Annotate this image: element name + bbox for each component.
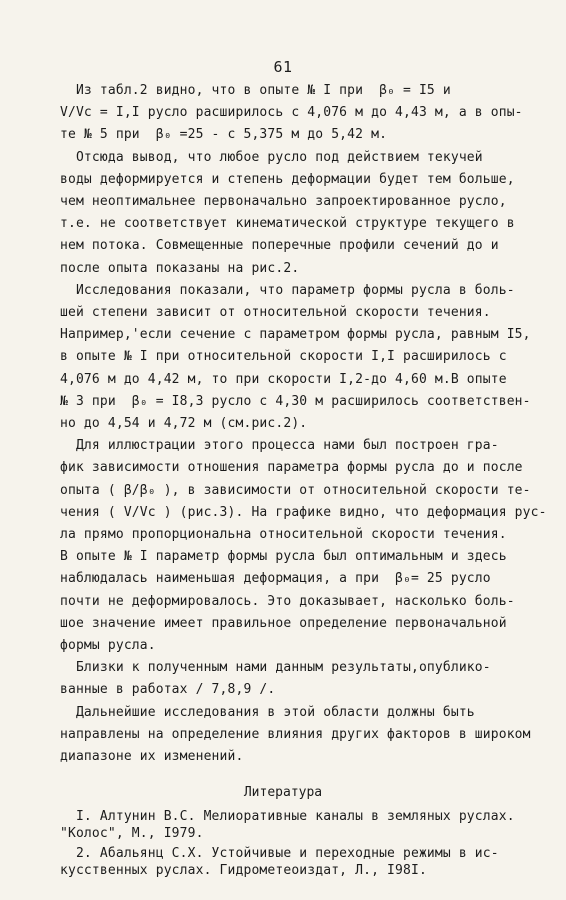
reference-item: I. Алтунин В.С. Мелиоративные каналы в земляных руслах.: [60, 809, 515, 825]
text-line: фик зависимости отношения параметра формы русла до и после: [60, 460, 523, 476]
text-line: ванные в работах / 7,8,9 /.: [60, 682, 276, 698]
text-line: наблюдалась наименьшая деформация, а при β₀= 25 русло: [60, 571, 491, 587]
reference-item: "Колос", М., I979.: [60, 826, 204, 842]
text-line: Дальнейшие исследования в этой области должны быть: [60, 704, 475, 720]
text-line: направлены на определение влияния других факторов в широком: [60, 726, 531, 742]
text-line: почти не деформировалось. Это доказывает, насколько боль-: [60, 593, 515, 609]
text-line: № 3 при β₀ = I8,3 русло с 4,30 м расширилось соответствен-: [60, 393, 531, 409]
reference-item: кусственных руслах. Гидрометеоиздат, Л., I98I.: [60, 863, 427, 879]
text-line: Для иллюстрации этого процесса нами был построен гра-: [60, 438, 499, 454]
text-line: те № 5 при β₀ =25 - с 5,375 м до 5,42 м.: [60, 127, 388, 143]
text-line: Близки к полученным нами данным результаты,опублико-: [60, 660, 491, 676]
page-number: 61: [273, 58, 293, 76]
reference-item: 2. Абальянц С.Х. Устойчивые и переходные режимы в ис-: [60, 846, 499, 862]
text-line: формы русла.: [60, 638, 156, 653]
text-line: но до 4,54 и 4,72 м (см.рис.2).: [60, 416, 308, 431]
text-line: после опыта показаны на рис.2.: [60, 260, 300, 276]
text-line: Отсюда вывод, что любое русло под действием текучей: [60, 149, 483, 165]
text-line: шей степени зависит от относительной скорости течения.: [60, 305, 491, 320]
text-line: ла прямо пропорциональна относительной скорости течения.: [60, 527, 507, 542]
text-line: воды деформируется и степень деформации будет тем больше,: [60, 171, 515, 187]
references-heading: Литература: [243, 785, 323, 801]
text-line: нем потока. Совмещенные поперечные профили сечений до и: [60, 238, 499, 254]
text-line: В опыте № I параметр формы русла был оптимальным и здесь: [60, 549, 507, 565]
text-line: Исследования показали, что параметр формы русла в боль-: [60, 282, 515, 298]
text-line: Из табл.2 видно, что в опыте № I при β₀ = I5 и: [60, 83, 451, 98]
text-line: диапазоне их изменений.: [60, 749, 244, 764]
text-line: 4,076 м до 4,42 м, то при скорости I,2-до 4,60 м.В опыте: [60, 371, 507, 387]
text-line: т.е. не соответствует кинематической структуре текущего в: [60, 216, 515, 232]
text-line: шое значение имеет правильное определение первоначальной: [60, 615, 507, 631]
text-line: чем неоптимальнее первоначально запроектированное русло,: [60, 194, 507, 209]
text-line: V/Vс = I,I русло расширилось с 4,076 м до 4,43 м, а в опы-: [60, 105, 523, 121]
text-line: опыта ( β/β₀ ), в зависимости от относительной скорости те-: [60, 482, 531, 498]
text-line: в опыте № I при относительной скорости I,I расширилось с: [60, 349, 507, 365]
text-line: чения ( V/Vс ) (рис.3). На графике видно, что деформация рус-: [60, 504, 547, 520]
text-line: Например,'если сечение с параметром формы русла, равным I5,: [60, 327, 531, 343]
